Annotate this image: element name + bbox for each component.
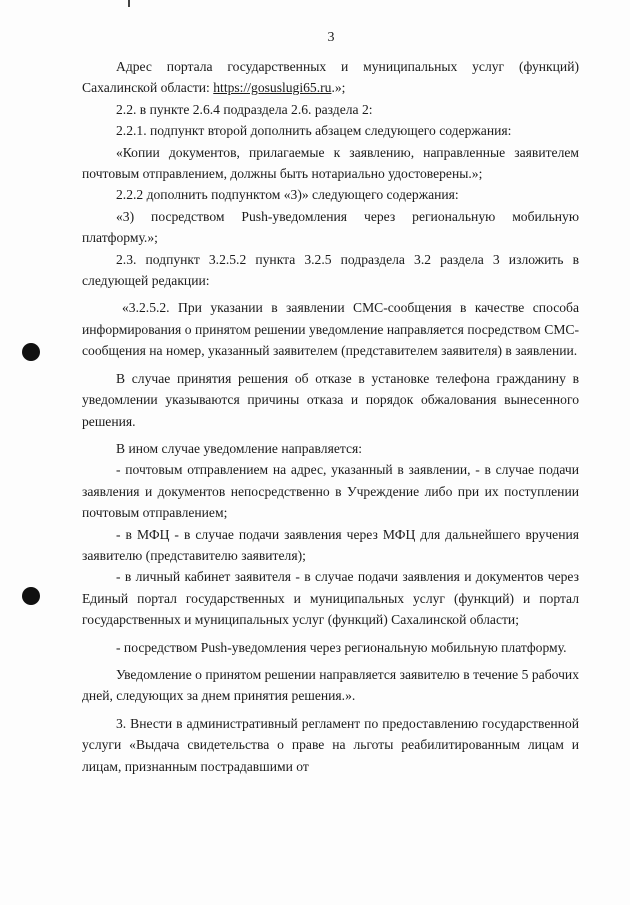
paragraph-2-3: 2.3. подпункт 3.2.5.2 пункта 3.2.5 подраздела 3.2 раздела 3 изложить в следующей редакции: <box>82 251 579 289</box>
scan-mark <box>128 0 130 7</box>
paragraph-personal-account: - в личный кабинет заявителя - в случае подачи заявления и документов через Единый портал государственных и муниципальных услуг (функций) и портал государственных и муниципальных услуг (функций) Сахалинской области; <box>82 569 579 628</box>
portal-address-text: Адрес портала государственных и муниципальных услуг (функций) Сахалинской области: <box>82 59 579 96</box>
paragraph-push: - посредством Push-уведомления через региональную мобильную платформу. <box>116 639 567 655</box>
paragraph-3-amend: 3. Внести в административный регламент по предоставлению государственной услуги «Выдача свидетельства о праве на льготы реабилитированным лицам и лицам, признанным пострадавшими от <box>82 715 579 774</box>
paragraph-2-2-1: 2.2.1. подпункт второй дополнить абзацем следующего содержания: <box>116 123 512 139</box>
paragraph-portal-address <box>82 56 579 99</box>
punch-hole-upper <box>22 343 40 361</box>
paragraph-refusal: В случае принятия решения об отказе в установке телефона гражданину в уведомлении указываются причины отказа и порядок обжалования вынесенного решения. <box>82 370 579 429</box>
paragraph-notice-term: Уведомление о принятом решении направляется заявителю в течение 5 рабочих дней, следующих за днем принятия решения.». <box>82 666 579 704</box>
paragraph-push-notification: «3) посредством Push-уведомления через региональную мобильную платформу.»; <box>82 208 579 246</box>
paragraph-3-2-5-2: «3.2.5.2. При указании в заявлении СМС-сообщения в качестве способа информирования о принятом решении уведомление направляется посредством СМС-сообщения на номер, указанный заявителем (представителем заявителя) в заявлении. <box>82 300 579 359</box>
paragraph-otherwise: В ином случае уведомление направляется: <box>116 440 363 456</box>
punch-hole-lower <box>22 587 40 605</box>
paragraph-mfc: - в МФЦ - в случае подачи заявления через МФЦ для дальнейшего вручения заявителю (представителю заявителя); <box>82 526 579 563</box>
paragraph-2-2-2: 2.2.2 дополнить подпунктом «3)» следующего содержания: <box>116 187 459 203</box>
portal-link[interactable]: https://gosuslugi65.ru <box>213 80 332 96</box>
paragraph-2-2: 2.2. в пункте 2.6.4 подраздела 2.6. раздела 2: <box>116 101 373 117</box>
paragraph-copies-notarized: «Копии документов, прилагаемые к заявлению, направленные заявителем почтовым отправлением, должны быть нотариально удостоверены.»; <box>82 144 579 182</box>
paragraph-by-mail: - почтовым отправлением на адрес, указанный в заявлении, - в случае подачи заявления и документов непосредственно в Учреждение либо при их поступлении почтовым отправлением; <box>82 462 579 521</box>
portal-address-tail: .»; <box>331 80 346 96</box>
document-body <box>82 56 579 777</box>
page-number: 3 <box>327 30 335 45</box>
